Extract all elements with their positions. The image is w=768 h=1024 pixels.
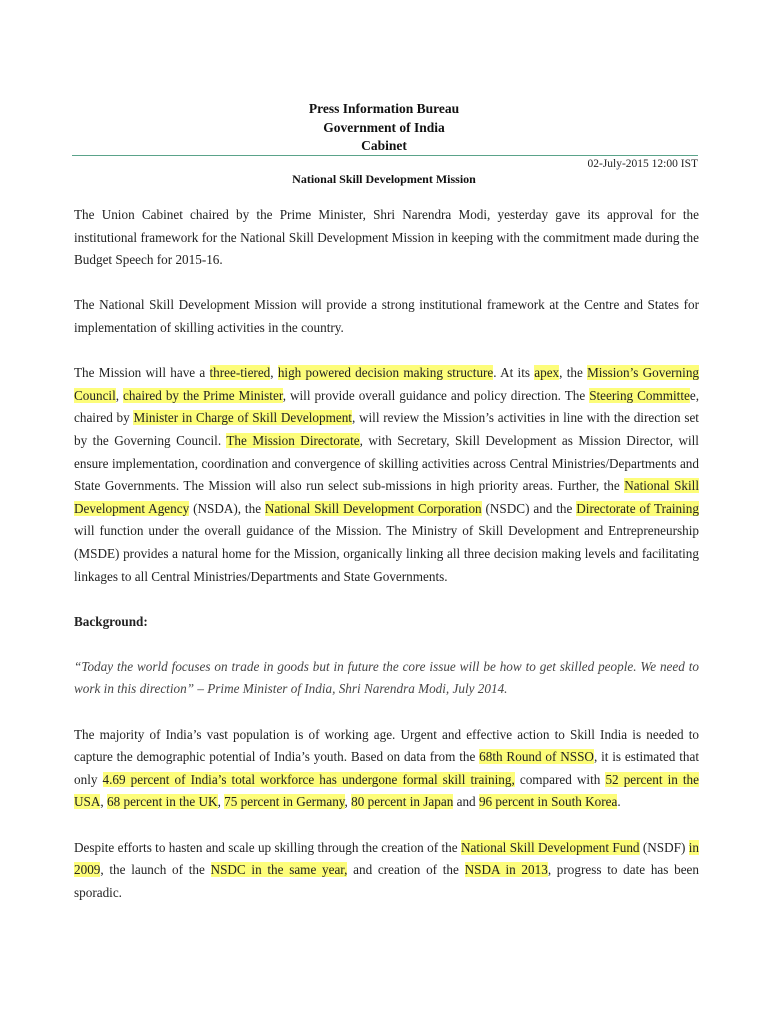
text-run: and creation of the [347, 862, 465, 878]
text-run: (NSDC) and the [481, 500, 577, 516]
text-run: and [453, 794, 479, 810]
text-run: , [344, 794, 352, 810]
text-run: e, chaired by [74, 387, 700, 426]
header-government: Government of India [323, 119, 445, 135]
highlight-three-tiered: three-tiered [209, 365, 271, 381]
text-run: , the [559, 365, 588, 381]
highlight-nsda-2013: NSDA in 2013 [464, 862, 548, 878]
highlight-in-2009: in 2009 [74, 839, 699, 878]
release-date: 02-July-2015 12:00 IST [587, 158, 698, 170]
text-run: , will provide overall guidance and policy direction. The [282, 387, 590, 403]
highlight-germany-percent: 75 percent in Germany [224, 794, 345, 810]
highlight-decision-structure: high powered decision making structure [277, 365, 494, 381]
highlight-india-percent: 4.69 percent of India’s total workforce has undergone formal skill training, [102, 771, 515, 787]
document-header [0, 100, 768, 156]
highlight-south-korea-percent: 96 percent in South Korea [478, 794, 618, 810]
text-run: compared with [514, 771, 606, 787]
highlight-nsdc-same-year: NSDC in the same year, [210, 862, 348, 878]
highlight-chaired-by-pm: chaired by the Prime Minister [123, 387, 283, 403]
text-run: , [217, 794, 225, 810]
text-run: , [115, 387, 124, 403]
highlight-minister-in-charge: Minister in Charge of Skill Development [133, 410, 352, 426]
header-bureau: Press Information Bureau [308, 101, 460, 116]
highlight-directorate-of-training: Directorate of Training [576, 500, 699, 516]
paragraph-workforce [74, 724, 699, 814]
highlight-nsdf: National Skill Development Fund [460, 839, 640, 855]
text-run: The majority of India’s vast population is of working age. Urgent and effective action to Skill India is needed to capture the demographic potential of India’s youth. Based on data from the [74, 726, 699, 765]
highlight-usa-percent: 52 percent in the USA [74, 771, 700, 810]
highlight-apex: apex [534, 365, 560, 381]
text-run: (NSDA), the [189, 500, 265, 516]
header-divider [72, 155, 698, 156]
text-run: (NSDF) [639, 839, 689, 855]
background-heading: Background: [74, 613, 148, 629]
highlight-japan-percent: 80 percent in Japan [351, 794, 454, 810]
paragraph-approval: The Union Cabinet chaired by the Prime Minister, Shri Narendra Modi, yesterday gave its approval for the institutional framework for the National Skill Development Mission in keeping with the commitment made during the Budget Speech for 2015-16. [74, 207, 699, 268]
highlight-steering-committee: Steering Committe [589, 387, 690, 403]
text-run: , it is estimated that only [74, 749, 699, 787]
document-body [74, 204, 699, 904]
text-run: will function under the overall guidance of the Mission. The Ministry of Skill Development and Entrepreneurship (MSDE) provides a natural home for the Mission, organically linking all three decision making levels and facilitating linkages to all Central Ministries/Departments and State Governments. [74, 523, 699, 584]
text-run: Despite efforts to hasten and scale up skilling through the creation of the [74, 839, 461, 855]
highlight-nsdc: National Skill Development Corporation [264, 500, 482, 516]
text-run: , with Secretary, Skill Development as Mission Director, will ensure implementation, coordination and convergence of skilling activities across Central Ministries/Departments and State Governments. The Mission will also run select sub-missions in high priority areas. Further, the [74, 432, 699, 494]
pm-quote: “Today the world focuses on trade in goods but in future the core issue will be how to get skilled people. We need to work in this direction” – Prime Minister of India, Shri Narendra Modi, July 2014. [74, 658, 699, 697]
text-run: , will review the Mission’s activities in line with the direction set by the Governing Council. [74, 410, 699, 448]
highlight-uk-percent: 68 percent in the UK [106, 794, 218, 810]
highlight-nsda: National Skill Development Agency [74, 478, 699, 516]
text-run: , the launch of the [100, 862, 211, 878]
paragraph-structure [74, 362, 699, 588]
highlight-mission-directorate: The Mission Directorate [226, 432, 360, 448]
paragraph-progress [74, 837, 699, 905]
text-run: , [270, 365, 278, 381]
text-run: The Mission will have a [74, 365, 210, 381]
highlight-nsso: 68th Round of NSSO [479, 749, 594, 765]
highlight-governing-council: Mission’s Governing Council [74, 365, 700, 403]
document-title: National Skill Development Mission [292, 172, 476, 186]
text-run: , progress to date has been sporadic. [74, 862, 699, 900]
paragraph-framework: The National Skill Development Mission will provide a strong institutional framework at the Centre and States for implementation of skilling activities in the country. [74, 297, 699, 335]
text-run: . [617, 794, 621, 810]
text-run: , [100, 794, 107, 810]
text-run: . At its [493, 365, 535, 381]
header-cabinet: Cabinet [361, 138, 407, 153]
